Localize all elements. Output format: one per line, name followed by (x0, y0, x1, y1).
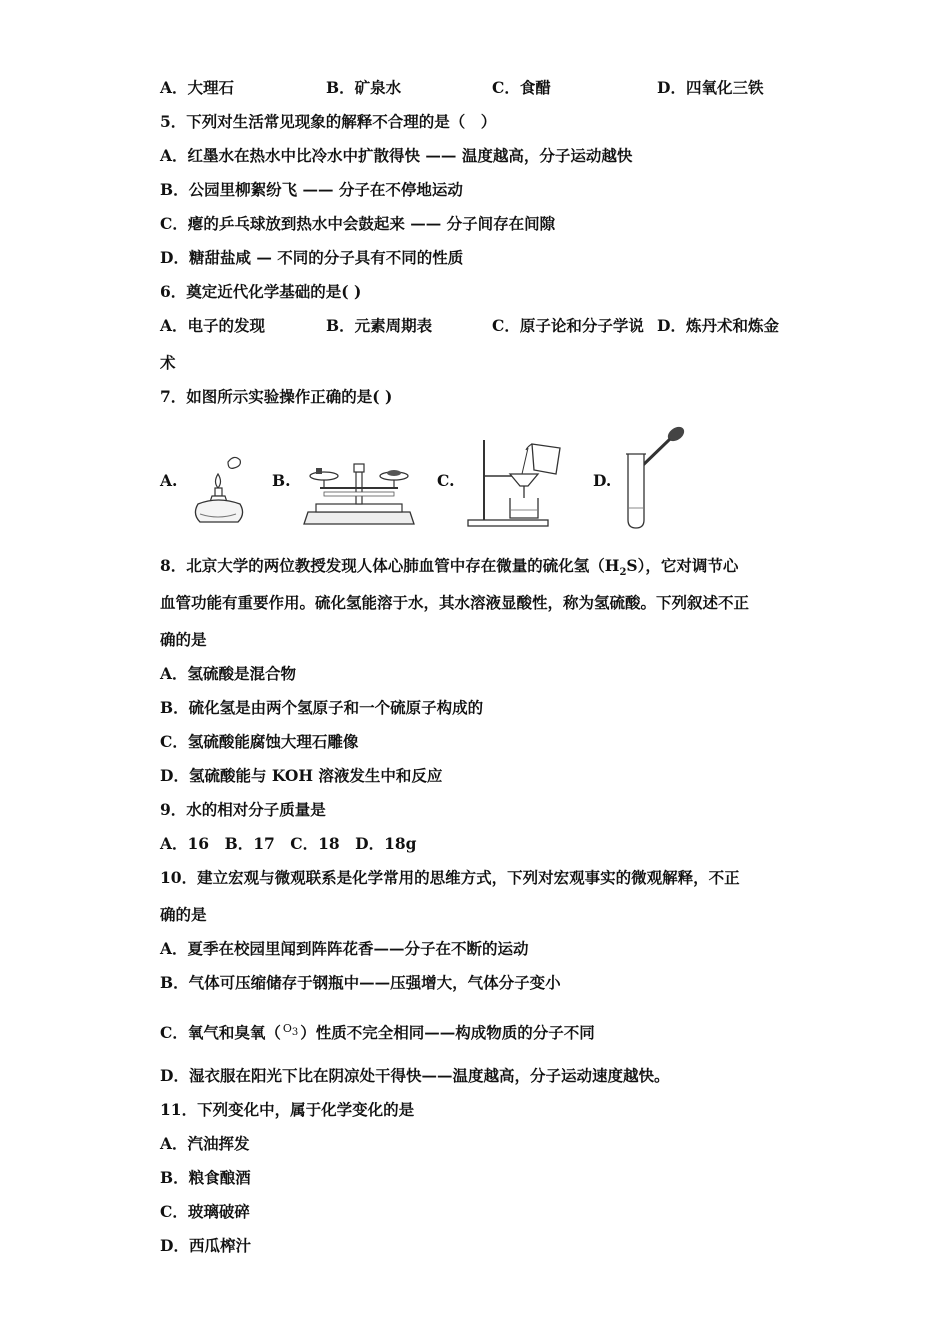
q10-stem-line-2: 确的是 (160, 905, 207, 924)
q8-stem-line-1 (160, 556, 738, 583)
q7-option-a-label: A. (160, 471, 178, 490)
q8-option-a: A．氢硫酸是混合物 (160, 664, 297, 683)
q8-stem-line-1a: 8．北京大学的两位教授发现人体心肺血管中存在微量的硫化氢（H (160, 556, 620, 575)
q10-option-a: A．夏季在校园里闻到阵阵花香——分子在不断的运动 (160, 939, 529, 958)
ozone-formula (283, 1019, 298, 1043)
q4-option-d: D．四氧化三铁 (657, 78, 764, 97)
q7-option-d-label: D. (593, 471, 612, 490)
q9-options: A．16 B．17 C．18 D．18g (160, 834, 417, 853)
q5-stem: 5．下列对生活常见现象的解释不合理的是（ ） (160, 112, 497, 131)
q9-stem: 9．水的相对分子质量是 (160, 800, 326, 819)
q10-option-c (160, 1019, 595, 1043)
q10-option-d: D．湿衣服在阳光下比在阴凉处干得快——温度越高，分子运动速度越快。 (160, 1066, 670, 1085)
q8-option-c: C．氢硫酸能腐蚀大理石雕像 (160, 732, 359, 751)
q6-option-a: A．电子的发现 (160, 316, 266, 335)
q10-option-b: B．气体可压缩储存于钢瓶中——压强增大，气体分子变小 (160, 973, 561, 992)
q6-option-d-continued: 术 (160, 353, 176, 372)
q11-option-c: C．玻璃破碎 (160, 1202, 250, 1221)
q8-h2s-subscript: 2 (619, 567, 627, 579)
q6-option-b: B．元素周期表 (326, 316, 433, 335)
q8-stem-line-3: 确的是 (160, 630, 207, 649)
q4-option-b: B．矿泉水 (326, 78, 402, 97)
q11-option-d: D．西瓜榨汁 (160, 1236, 251, 1255)
q8-option-b: B．硫化氢是由两个氢原子和一个硫原子构成的 (160, 698, 484, 717)
q11-stem: 11．下列变化中，属于化学变化的是 (160, 1100, 415, 1119)
q4-option-a: A．大理石 (160, 78, 235, 97)
q11-option-a: A．汽油挥发 (160, 1134, 250, 1153)
q8-stem-line-2: 血管功能有重要作用。硫化氢能溶于水，其水溶液显酸性，称为氢硫酸。下列叙述不正 (160, 593, 750, 612)
q8-stem-line-1b: S），它对调节心 (626, 556, 739, 575)
q8-option-d: D．氢硫酸能与 KOH 溶液发生中和反应 (160, 766, 443, 785)
q5-option-d: D．糖甜盐咸 — 不同的分子具有不同的性质 (160, 248, 464, 267)
q10-stem-line-1: 10．建立宏观与微观联系是化学常用的思维方式，下列对宏观事实的微观解释，不正 (160, 868, 740, 887)
q6-stem: 6．奠定近代化学基础的是( ) (160, 282, 362, 301)
ozone-formula-letter: O (282, 1022, 292, 1035)
q7-option-c-label: C. (437, 471, 455, 490)
q10-option-c-prefix: C．氧气和臭氧（ (160, 1023, 281, 1043)
q6-option-d: D．炼丹术和炼金 (657, 316, 779, 335)
q4-option-c: C．食醋 (492, 78, 551, 97)
q5-option-c: C．瘪的乒乓球放到热水中会鼓起来 —— 分子间存在间隙 (160, 214, 556, 233)
ozone-formula-subscript: 3 (291, 1027, 299, 1039)
alcohol-lamp-figure (190, 452, 246, 530)
q5-option-a: A．红墨水在热水中比冷水中扩散得快 —— 温度越高，分子运动越快 (160, 146, 633, 165)
balance-scale-figure (302, 458, 416, 528)
dropper-test-tube-figure (620, 420, 692, 532)
q10-option-c-suffix: ）性质不完全相同——构成物质的分子不同 (300, 1023, 595, 1043)
q7-stem: 7．如图所示实验操作正确的是( ) (160, 387, 393, 406)
q6-option-c: C．原子论和分子学说 (492, 316, 644, 335)
q11-option-b: B．粮食酿酒 (160, 1168, 251, 1187)
q5-option-b: B．公园里柳絮纷飞 —— 分子在不停地运动 (160, 180, 463, 199)
filtration-apparatus-figure (462, 436, 576, 528)
q7-option-b-label: B. (272, 471, 291, 490)
